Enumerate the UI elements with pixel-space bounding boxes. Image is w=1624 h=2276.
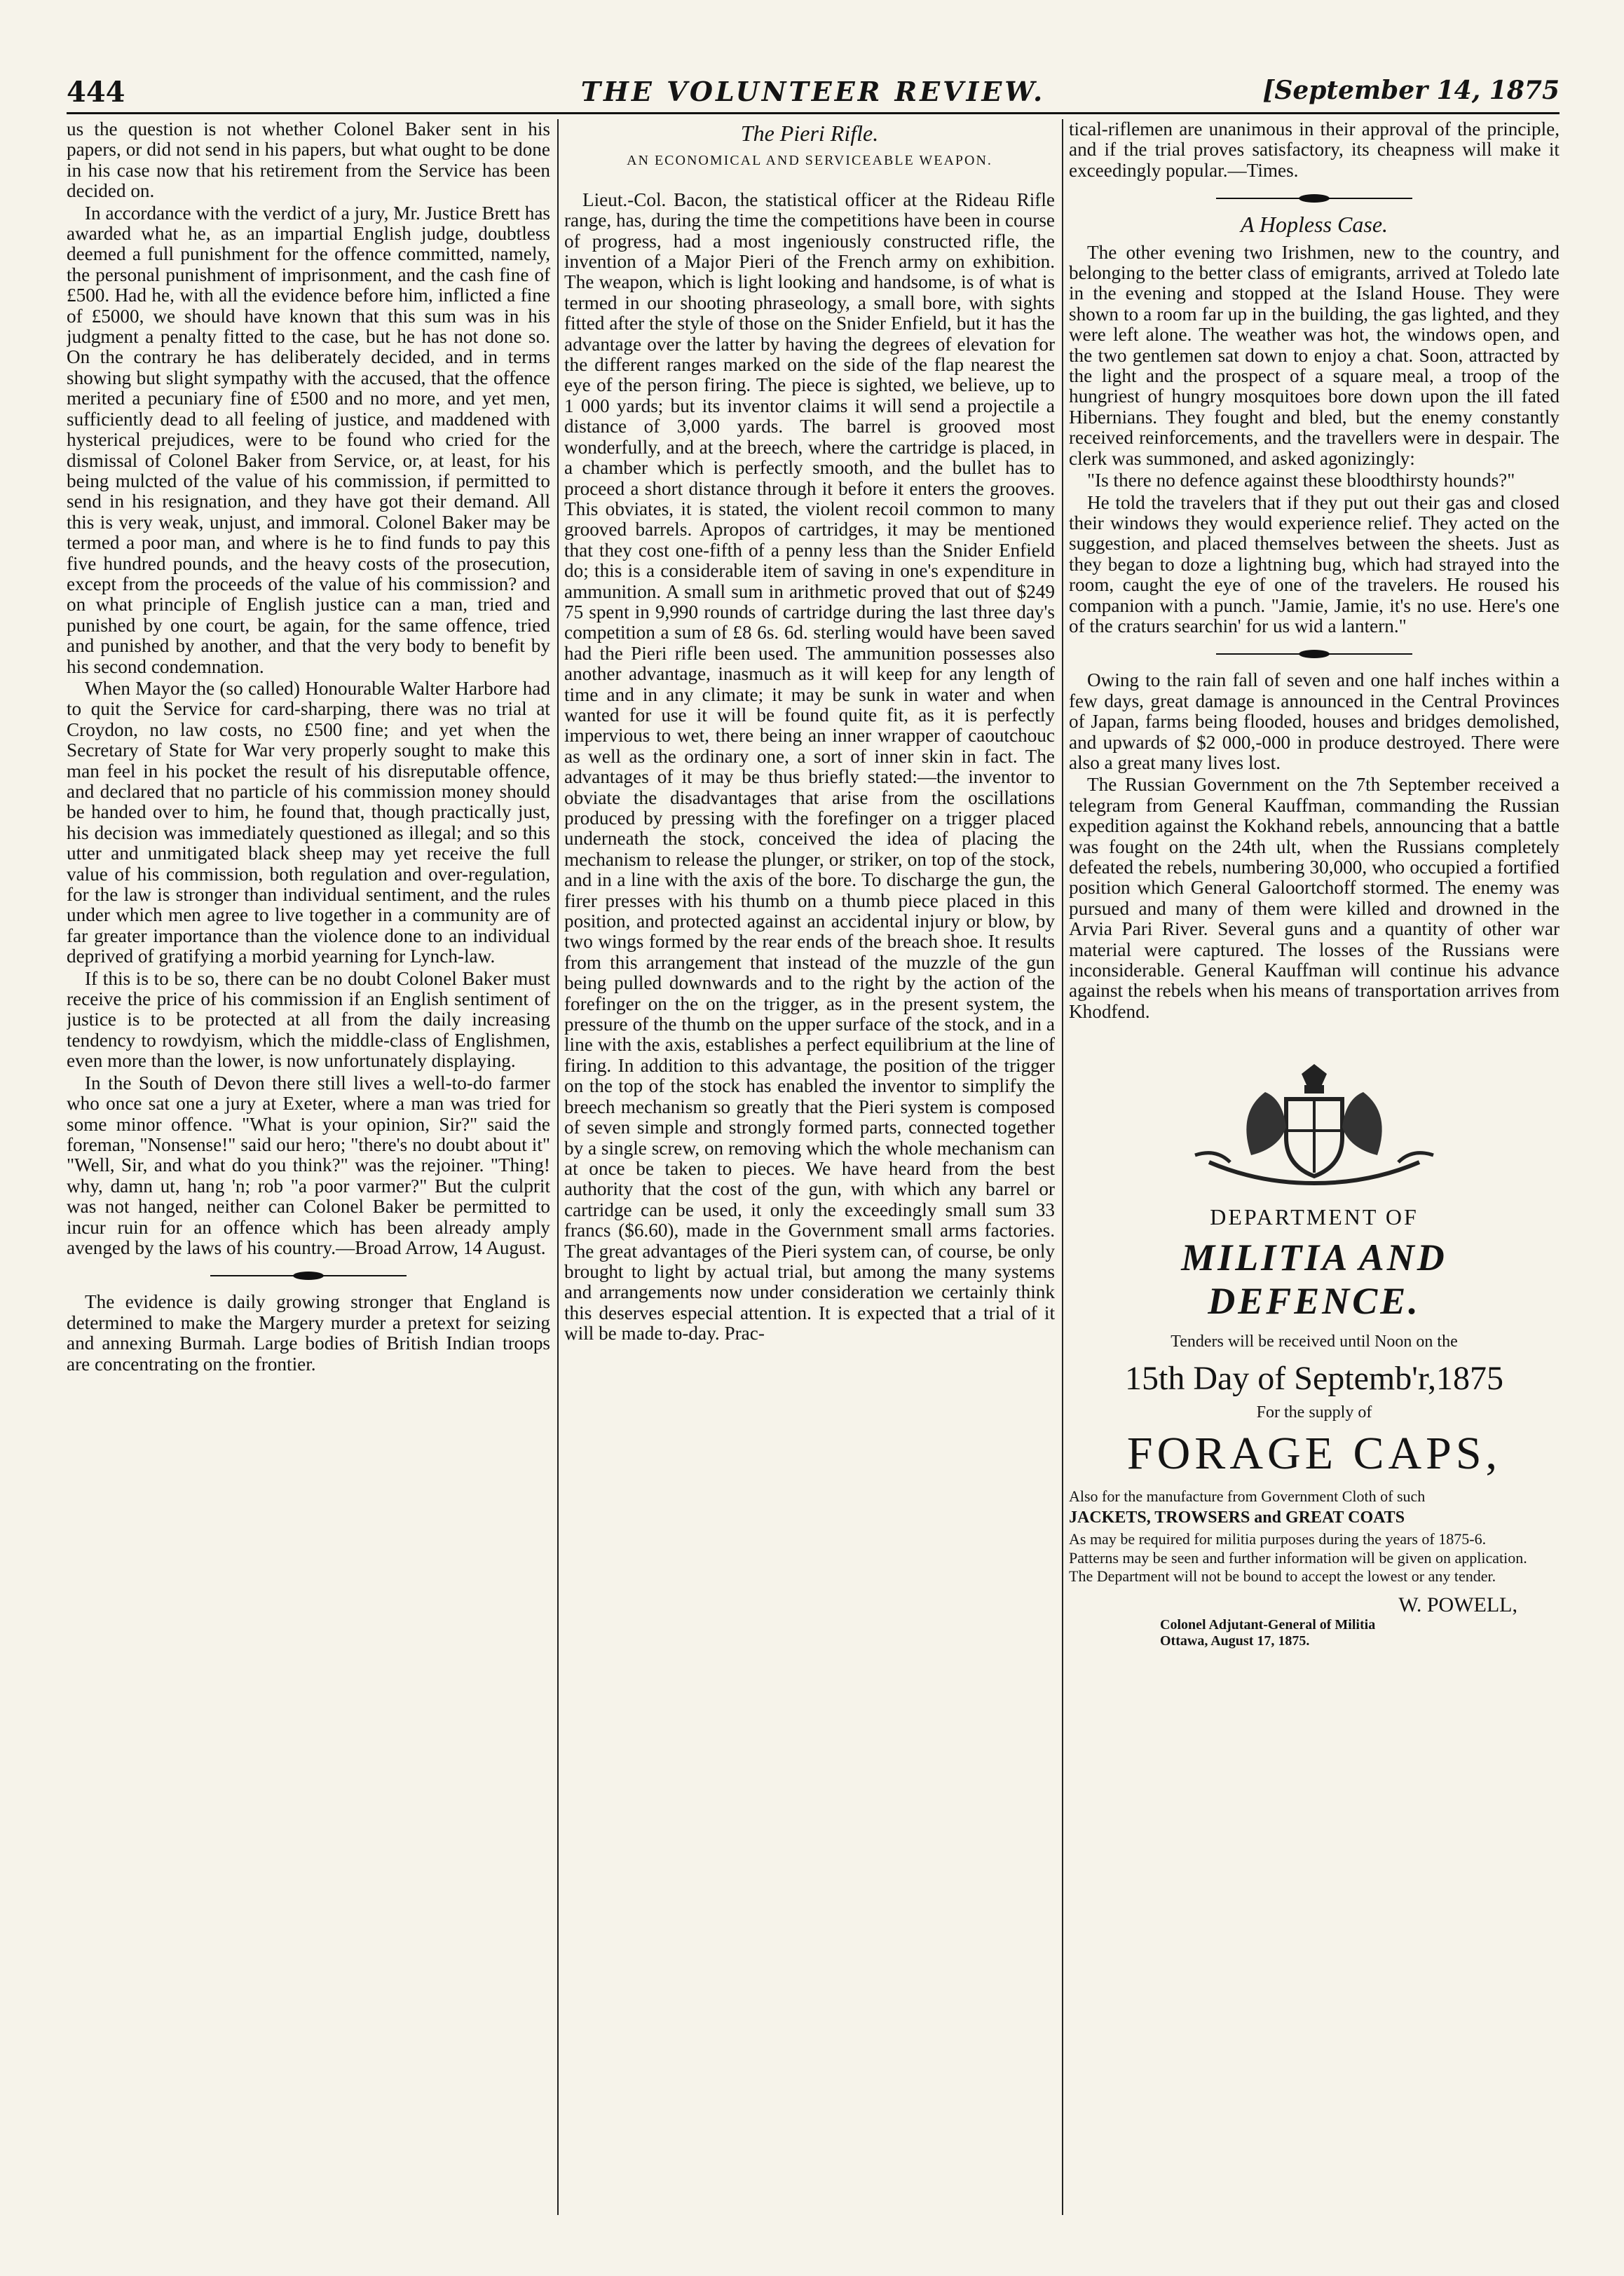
paragraph: In the South of Devon there still lives a well-to-do farmer who once sat one a jury at Exeter, where a man was tried for some minor offence. "What is your opinion, Sir?" said the foreman, "Nonsense!" said our hero; "there's no doubt about it" "Well, Sir, and what do you think?" was the rejoiner. "Thing! why, damn ut, hang 'n; rob "a poor varmer?" But the culprit was not hanged, neither can Colonel Baker be permitted to incur ruin for an offence which has been already amply avenged by the laws of his country.—Broad Arrow, 14 August.	[67, 1072, 550, 1258]
page-header	[67, 76, 1560, 114]
paragraph: The Russian Government on the 7th September received a telegram from General Kauffman, commanding the Russian expedition against the Kokhand rebels, announcing that a battle was fought on the 24th ult, when the Russians completely defeated the rebels, numbering 30,000, who occupied a fortified position which General Galoortchoff stormed. The enemy was pursued and many of them were killed and drowned in the Arvia Pari River. Several guns and a quantity of other war material were captured. The losses of the Russians were inconsiderable. General Kauffman will continue his advance against the rebels when his means of transportation arrives from Khodfend.	[1069, 774, 1560, 1022]
paragraph: The other evening two Irishmen, new to the country, and belonging to the better class of emigrants, arrived at Toledo late in the evening and stopped at the Island House. They were shown to a room far up in the building, the gas lighted, and they were left alone. The weather was hot, the windows open, and the two gentlemen sat down to enjoy a chat. Soon, attracted by the light and the prospect of a square meal, a troop of the hungriest of hungry mosquitoes bore down upon the ill fated Hibernians. They fought and bled, but the enemy constantly received reinforcements, and the travellers were in despair. The clerk was summoned, and asked agonizingly:	[1069, 241, 1560, 469]
militia-advertisement	[1069, 1050, 1560, 1649]
ad-signature: W. POWELL,	[1398, 1593, 1517, 1616]
article-title: The Pieri Rifle.	[740, 121, 879, 146]
article-title: A Hopless Case.	[1240, 212, 1388, 238]
column-left	[67, 119, 550, 2215]
ad-required: As may be required for militia purposes during the years of 1875-6.	[1069, 1530, 1487, 1548]
column-rule	[1062, 119, 1063, 2215]
paragraph: If this is to be so, there can be no doubt Colonel Baker must receive the price of his commission if an English sentiment of justice is to be protected at all from the daily increasing tendency to rowdyism, which the middle-class of Englishmen, even more than the lower, is now unfortunately displaying.	[67, 967, 550, 1072]
paragraph: us the question is not whether Colonel Baker sent in his papers, or did not send in his papers, but what ought to be done in his case now that his retirement from the Service has been decided on.	[67, 119, 550, 202]
ad-jackets: JACKETS, TROWSERS and GREAT COATS	[1069, 1508, 1405, 1527]
paragraph: tical-riflemen are unanimous in their approval of the principle, and if the trial proves satisfactory, its cheapness will make it exceedingly popular.—Times.	[1069, 119, 1560, 181]
article-subtitle: AN ECONOMICAL AND SERVICEABLE WEAPON.	[627, 153, 992, 169]
section-divider-ornament	[1216, 192, 1412, 205]
paragraph: In accordance with the verdict of a jury, Mr. Justice Brett has awarded what he, as an impartial English judge, doubtless deemed a full punishment for the offence committed, namely, the personal punishment of imprisonment, and the cash fine of £500. Had he, with all the evidence before him, inflicted a fine of £5000, we should have known that this sum was in his judgment a penalty fitted to the case, but he has not done so. On the contrary he has deliberately decided, and in terms showing but slight sympathy with the accused, that the offence merited a pecuniary fine of £500 and no more, and yet men, sufficiently dead to all feeling of justice, and maddened with hysterical prejudices, were to be found who cried for the dismissal of Colonel Baker from Service, or, at least, for his being mulcted of the value of his commission, if permitted to send in his resignation, and they have got their demand. All this is very weak, unjust, and immoral. Colonel Baker may be termed a poor man, and where is he to find funds to pay this five hundred pounds, and the heavy costs of the prosecution, except from the proceeds of the value of his commission? and on what principle of English justice can a man, tried and punished by one court, be again, for the same offence, tried and punished by another, and that the very body to benefit by his second condemnation.	[67, 202, 550, 677]
column-right	[1069, 119, 1560, 2215]
ad-bound: The Department will not be bound to accept the lowest or any tender.	[1069, 1567, 1496, 1586]
paragraph: When Mayor the (so called) Honourable Walter Harbore had to quit the Service for card-sharping, there was no trial at Croydon, no law costs, no £500 fine; and yet when the Secretary of State for War very properly sought to make this man feel in his pocket the result of his disreputable offence, and declared that no particle of his commission money should be handed over to him, he found that, though practically just, his decision was immediately questioned as illegal; and so this utter and unmitigated black sheep may yet receive the full value of his commission, both regulation and over-regulation, for the law is stronger than individual sentiment, and the rules under which men agree to live together in a community are of far greater importance than the violence done to an individual deprived of gratifying a morbid yearning for Lynch-law.	[67, 677, 550, 967]
ad-patterns: Patterns may be seen and further information will be given on application.	[1069, 1548, 1527, 1567]
ad-signoff-title: Colonel Adjutant-General of Militia	[1160, 1617, 1376, 1633]
page-number: 444	[67, 76, 125, 109]
ad-also: Also for the manufacture from Government Cloth of such	[1069, 1487, 1426, 1505]
paragraph: He told the travelers that if they put out their gas and closed their windows they would experience relief. They acted on the suggestion, and placed themselves between the sheets. Just as they began to doze a lightning bug, which had strayed into the room, caught the eye of one of the travelers. He roused his companion with a punch. "Jamie, Jamie, it's no use. Here's one of the craturs searchin' for us wid a lantern."	[1069, 491, 1560, 636]
ad-signoff-place: Ottawa, August 17, 1875.	[1160, 1633, 1310, 1649]
ad-supply: For the supply of	[1256, 1403, 1372, 1422]
paragraph: The evidence is daily growing stronger that England is determined to make the Margery murder a pretext for seizing and annexing Burmah. Large bodies of British Indian troops are concentrating on the frontier.	[67, 1291, 550, 1375]
ad-department: DEPARTMENT OF	[1210, 1204, 1419, 1230]
ad-forage-caps: FORAGE CAPS,	[1126, 1427, 1502, 1479]
issue-date: [September 14, 1875	[1262, 76, 1560, 105]
ad-tenders: Tenders will be received until Noon on the	[1171, 1333, 1458, 1351]
column-rule	[557, 119, 559, 2215]
ad-militia-heading: MILITIA AND DEFENCE.	[1181, 1236, 1447, 1323]
paragraph: "Is there no defence against these bloodthirsty hounds?"	[1087, 470, 1515, 491]
section-divider-ornament	[210, 1269, 407, 1282]
paragraph: Lieut.-Col. Bacon, the statistical officer at the Rideau Rifle range, has, during the time the competitions have been in course of progress, had a most ingeniously constructed rifle, the invention of a Major Pieri of the French army on exhibition. The weapon, which is light looking and handsome, is of what is termed in our shooting phraseology, a small bore, with sights fitted after the style of those on the Snider Enfield, but it has the advantage over the latter by having the degrees of elevation for the different ranges marked on the side of the flap nearest the eye of the person firing. The piece is sighted, we believe, up to 1 000 yards; but its inventor claims it will send a projectile a distance of 3,000 yards. The barrel is grooved most wonderfully, and at the breech, where the cartridge is placed, in a chamber which is perfectly smooth, and the bullet has to proceed a short distance through it before it enters the grooves. This obviates, it is stated, the violent recoil common to many grooved barrels. Apropos of cartridges, it may be mentioned that they cost one-fifth of a penny less than the Snider Enfield do; this is a considerable item of saving in one's expenditure in ammunition. A small sum in arithmetic proved that out of $249 75 spent in 9,990 rounds of cartridge during the last three day's competition a sum of £8 6s. 6d. sterling would have been saved had the Pieri rifle been used. The ammunition possesses also another advantage, inasmuch as it will keep for any length of time and in any climate; it may be sunk in water and when wanted for use it will be found quite fit, as it is perfectly impervious to wet, there being an inner wrapper of caoutchouc as well as the ordinary one, a sort of inner skin in fact. The advantages of it may be thus briefly stated:—the inventor to obviate the disadvantages that arise from the oscillations produced by pressing with the forefinger on a trigger placed underneath the stock, conceived the idea of placing the mechanism to release the plunger, or striker, on top of the stock, and in a line with the axis of the bore. To discharge the gun, the firer presses with his thumb on a thumb piece placed in this position, and protected against an accidental injury or blow, by two wings formed by the rear ends of the breach shoe. It results from this arrangement that instead of the muzzle of the gun being pulled downwards and to the right by the action of the forefinger on the on the trigger, as in the present system, the pressure of the thumb on the upper surface of the stock, and in a line with the axis, establishes a perfect equilibrium at the line of firing. In addition to this advantage, the position of the trigger on the top of the stock has enabled the inventor to simplify the breech mechanism so greatly that the Pieri system is composed of seven simple and strongly formed parts, connected together by a single screw, on removing which the whole mechanism can at once be taken to pieces. We have heard from the best authority that the cost of the gun, with which any barrel or cartridge can be used, it only the exceedingly small sum 33 francs ($6.60), made in the Government small arms factories. The great advantages of the Pieri system can, of course, be only brought to light by actual trial, but among the many systems and arrangements now under consideration we certainly think this deserves especial attention. It is expected that a trial of it will be made to-day. Prac-	[564, 189, 1055, 1344]
masthead: THE VOLUNTEER REVIEW.	[580, 76, 1046, 107]
paragraph: Owing to the rain fall of seven and one half inches within a few days, great damage is announced in the Central Provinces of Japan, farms being flooded, houses and bridges demolished, and upwards of $2 000,-000 in produce destroyed. There were also a great many lives lost.	[1069, 669, 1560, 773]
section-divider-ornament	[1216, 648, 1412, 660]
royal-crest-icon	[1167, 1050, 1461, 1190]
ad-deadline-date: 15th Day of Septemb'r,1875	[1125, 1359, 1503, 1397]
column-middle	[564, 119, 1055, 2215]
